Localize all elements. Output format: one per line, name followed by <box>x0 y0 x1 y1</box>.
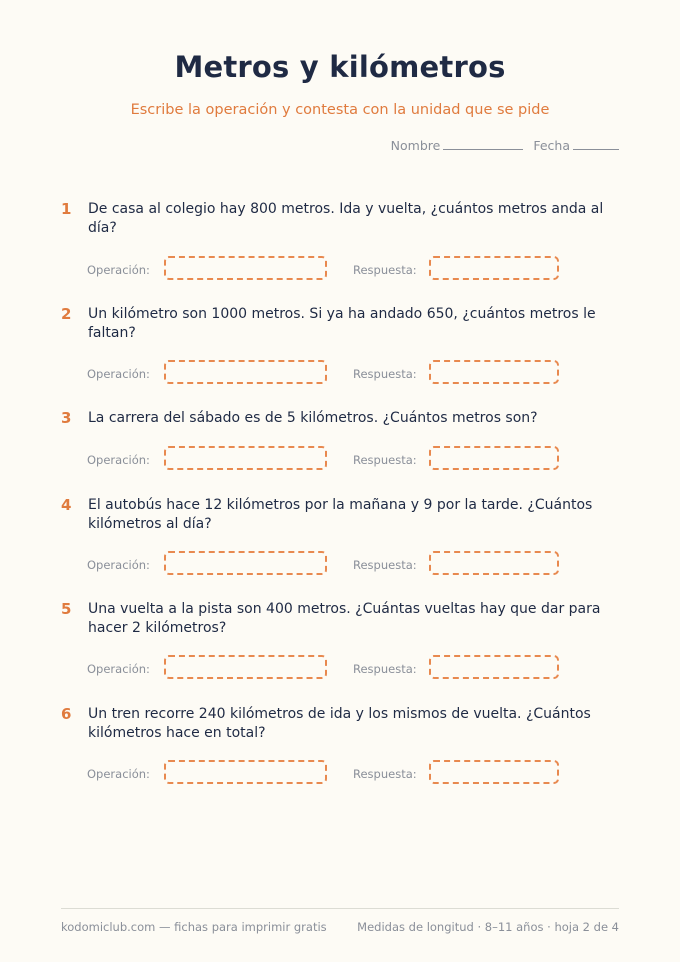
operation-label: Operación: <box>87 367 150 381</box>
page-subtitle: Escribe la operación y contesta con la unidad que se pide <box>130 102 550 118</box>
operation-label: Operación: <box>87 662 150 676</box>
answer-label: Respuesta: <box>353 662 417 676</box>
answer-label: Respuesta: <box>353 367 417 381</box>
answer-box[interactable] <box>429 256 559 280</box>
operation-box[interactable] <box>164 256 327 280</box>
answer-row <box>87 655 567 683</box>
answer-row <box>87 446 567 474</box>
problem-text: Una vuelta a la pista son 400 metros. ¿Cuántas vueltas hay que dar para hacer 2 kilómetros? <box>88 601 601 636</box>
name-label: Nombre <box>390 138 441 153</box>
problem-number: 4 <box>61 496 72 514</box>
operation-label: Operación: <box>87 558 150 572</box>
answer-box[interactable] <box>429 655 559 679</box>
problem-number: 6 <box>61 705 72 723</box>
problem-text: La carrera del sábado es de 5 kilómetros. ¿Cuántos metros son? <box>88 410 538 426</box>
operation-box[interactable] <box>164 446 327 470</box>
footer-site: kodomiclub.com — fichas para imprimir gratis <box>61 920 327 934</box>
problem-number: 5 <box>61 600 72 618</box>
answer-box[interactable] <box>429 360 559 384</box>
answer-box[interactable] <box>429 551 559 575</box>
operation-box[interactable] <box>164 360 327 384</box>
problem-number: 1 <box>61 200 72 218</box>
problem-text: Un kilómetro son 1000 metros. Si ya ha andado 650, ¿cuántos metros le faltan? <box>88 306 596 341</box>
answer-row <box>87 551 567 579</box>
answer-row <box>87 760 567 788</box>
footer-divider <box>61 908 619 909</box>
date-label: Fecha <box>533 138 570 153</box>
problem-text: El autobús hace 12 kilómetros por la mañana y 9 por la tarde. ¿Cuántos kilómetros al día? <box>88 497 593 532</box>
operation-label: Operación: <box>87 263 150 277</box>
operation-box[interactable] <box>164 551 327 575</box>
problem-number: 2 <box>61 305 72 323</box>
answer-box[interactable] <box>429 760 559 784</box>
operation-label: Operación: <box>87 767 150 781</box>
footer-sheet-info: Medidas de longitud · 8–11 años · hoja 2 de 4 <box>357 920 619 934</box>
answer-label: Respuesta: <box>353 453 417 467</box>
name-date-fields <box>391 138 619 153</box>
page-title: Metros y kilómetros <box>174 50 506 84</box>
answer-label: Respuesta: <box>353 558 417 572</box>
answer-row <box>87 256 567 284</box>
operation-box[interactable] <box>164 655 327 679</box>
answer-row <box>87 360 567 388</box>
answer-box[interactable] <box>429 446 559 470</box>
problem-text: Un tren recorre 240 kilómetros de ida y los mismos de vuelta. ¿Cuántos kilómetros hace en total? <box>88 706 591 741</box>
date-field[interactable] <box>573 148 619 150</box>
answer-label: Respuesta: <box>353 263 417 277</box>
problem-text: De casa al colegio hay 800 metros. Ida y vuelta, ¿cuántos metros anda al día? <box>88 201 604 236</box>
answer-label: Respuesta: <box>353 767 417 781</box>
operation-label: Operación: <box>87 453 150 467</box>
name-field[interactable] <box>443 148 523 150</box>
operation-box[interactable] <box>164 760 327 784</box>
problem-number: 3 <box>61 409 72 427</box>
